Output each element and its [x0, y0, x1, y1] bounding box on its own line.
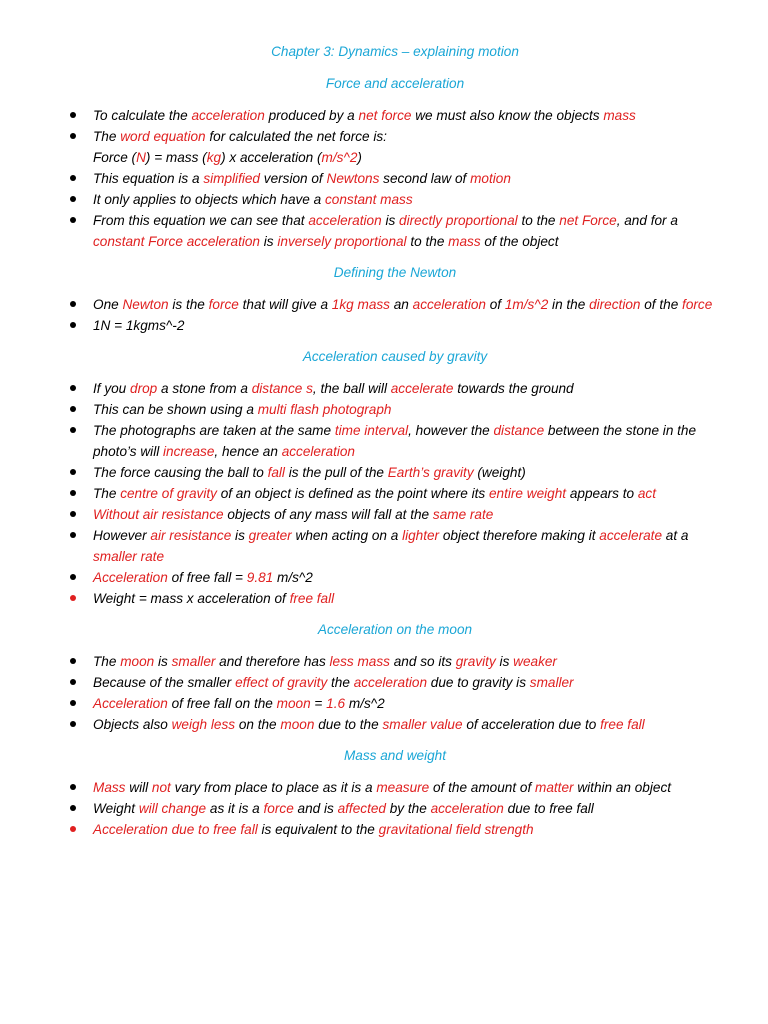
highlighted-term: force	[208, 297, 239, 312]
text-segment: To calculate the	[93, 108, 192, 123]
text-segment: on the	[235, 717, 281, 732]
text-segment: that will give a	[238, 297, 332, 312]
text-segment: m/s^2	[345, 696, 385, 711]
text-segment: From this equation we can see that	[93, 213, 309, 228]
highlighted-term: fall	[267, 465, 285, 480]
highlighted-term: constant mass	[324, 192, 413, 207]
list-item	[70, 504, 720, 525]
highlighted-term: distance s	[251, 381, 313, 396]
text-segment: This can be shown using a	[93, 402, 258, 417]
text-segment: is the	[168, 297, 209, 312]
text-segment: objects of any mass will fall at the	[223, 507, 433, 522]
bullet-dot-icon	[70, 595, 76, 601]
highlighted-term: effect of gravity	[235, 675, 328, 690]
text-segment: Objects also	[93, 717, 172, 732]
highlighted-term: Acceleration	[93, 570, 168, 585]
text-segment: =	[310, 696, 327, 711]
text-segment: However	[93, 528, 151, 543]
highlighted-term: N	[136, 150, 146, 165]
text-segment: m/s^2	[273, 570, 313, 585]
highlighted-term: mass	[448, 234, 481, 249]
text-segment: vary from place to place as it is a	[170, 780, 377, 795]
highlighted-term: directly proportional	[399, 213, 518, 228]
list-item	[70, 189, 720, 210]
text-segment: The force causing the ball to	[93, 465, 268, 480]
text-segment: of free fall on the	[167, 696, 277, 711]
highlighted-term: net Force	[559, 213, 617, 228]
text-segment: is	[231, 528, 249, 543]
text-segment: and so its	[389, 654, 456, 669]
text-segment: 1N = 1kgms^-2	[93, 318, 185, 333]
bullet-dot-icon	[70, 175, 76, 181]
list-item	[70, 714, 720, 735]
text-segment: of acceleration due to	[462, 717, 601, 732]
section-heading: Mass and weight	[343, 748, 446, 763]
bullet-dot-icon	[70, 532, 76, 538]
text-segment: due to the	[314, 717, 383, 732]
highlighted-term: 9.81	[246, 570, 274, 585]
sections-container	[70, 74, 720, 840]
text-segment: , and for a	[616, 213, 678, 228]
text-segment: towards the ground	[453, 381, 574, 396]
highlighted-term: inversely proportional	[277, 234, 407, 249]
section-heading: Defining the Newton	[333, 265, 457, 280]
highlighted-term: gravity	[455, 654, 496, 669]
text-segment: is the pull of the	[284, 465, 388, 480]
highlighted-term: Newtons	[326, 171, 380, 186]
text-segment: The photographs are taken at the same	[93, 423, 335, 438]
bullet-dot-icon	[70, 406, 76, 412]
highlighted-term: moon	[280, 717, 315, 732]
bullet-list	[70, 294, 720, 336]
highlighted-term: accelerate	[599, 528, 662, 543]
highlighted-term: acceleration	[191, 108, 265, 123]
text-segment: It only applies to objects which have a	[93, 192, 325, 207]
text-segment: )	[357, 150, 362, 165]
highlighted-term: less mass	[329, 654, 390, 669]
bullet-dot-icon	[70, 469, 76, 475]
bullet-dot-icon	[70, 721, 76, 727]
text-segment: of	[485, 297, 505, 312]
bullet-dot-icon	[70, 322, 76, 328]
bullet-dot-icon	[70, 700, 76, 706]
highlighted-term: net force	[358, 108, 412, 123]
text-segment: , hence an	[214, 444, 282, 459]
text-segment: is	[260, 234, 278, 249]
highlighted-term: lighter	[402, 528, 440, 543]
highlighted-term: acceleration	[430, 801, 504, 816]
text-segment: One	[93, 297, 123, 312]
list-item	[70, 105, 720, 126]
highlighted-term: m/s^2	[321, 150, 358, 165]
highlighted-term: act	[637, 486, 656, 501]
bullet-dot-icon	[70, 112, 76, 118]
text-segment: The	[93, 486, 121, 501]
text-segment: , the ball will	[312, 381, 391, 396]
text-segment: If you	[93, 381, 131, 396]
list-item	[70, 483, 720, 504]
text-segment: a stone from a	[157, 381, 252, 396]
text-segment: of an object is defined as the point where its	[216, 486, 489, 501]
highlighted-term: matter	[535, 780, 574, 795]
highlighted-term: weaker	[513, 654, 557, 669]
text-segment: of the object	[480, 234, 559, 249]
text-segment: ) = mass (	[145, 150, 207, 165]
highlighted-term: drop	[130, 381, 158, 396]
list-item	[70, 588, 720, 609]
text-segment: (weight)	[473, 465, 526, 480]
bullet-list	[70, 105, 720, 252]
highlighted-term: air resistance	[150, 528, 232, 543]
text-segment: appears to	[566, 486, 638, 501]
text-segment: Weight = mass x acceleration of	[93, 591, 290, 606]
section-heading: Acceleration caused by gravity	[302, 349, 488, 364]
text-segment: to the	[517, 213, 560, 228]
text-segment: of the amount of	[429, 780, 536, 795]
text-segment: This equation is a	[93, 171, 204, 186]
text-segment: object therefore making it	[439, 528, 600, 543]
bullet-dot-icon	[70, 574, 76, 580]
list-item	[70, 567, 720, 588]
bullet-list	[70, 378, 720, 609]
list-item	[70, 777, 720, 798]
text-segment: we must also know the objects	[411, 108, 604, 123]
highlighted-term: acceleration	[353, 675, 428, 690]
text-segment: version of	[260, 171, 327, 186]
text-segment: second law of	[379, 171, 471, 186]
list-item	[70, 672, 720, 693]
bullet-dot-icon	[70, 805, 76, 811]
highlighted-term: 1m/s^2	[504, 297, 549, 312]
highlighted-term: moon	[276, 696, 311, 711]
bullet-dot-icon	[70, 196, 76, 202]
list-item	[70, 399, 720, 420]
highlighted-term: word equation	[120, 129, 206, 144]
list-item	[70, 819, 720, 840]
highlighted-term: measure	[376, 780, 430, 795]
highlighted-term: kg	[206, 150, 222, 165]
list-item	[70, 378, 720, 399]
highlighted-term: increase	[163, 444, 215, 459]
list-item	[70, 462, 720, 483]
text-segment: due to gravity is	[427, 675, 530, 690]
bullet-dot-icon	[70, 133, 76, 139]
bullet-list	[70, 777, 720, 840]
text-segment: is	[495, 654, 514, 669]
text-segment: as it is a	[206, 801, 264, 816]
text-segment: an	[389, 297, 413, 312]
list-item	[70, 798, 720, 819]
highlighted-term: smaller	[529, 675, 574, 690]
text-segment: and therefore has	[215, 654, 330, 669]
highlighted-term: motion	[470, 171, 511, 186]
bullet-dot-icon	[70, 826, 76, 832]
text-segment: Weight	[93, 801, 139, 816]
highlighted-term: Mass	[93, 780, 126, 795]
text-segment: in the	[548, 297, 590, 312]
highlighted-term: affected	[337, 801, 386, 816]
text-segment: Because of the smaller	[93, 675, 236, 690]
text-segment: , however the	[408, 423, 494, 438]
highlighted-term: Without air resistance	[93, 507, 224, 522]
text-segment: and is	[293, 801, 338, 816]
highlighted-term: acceleration	[412, 297, 486, 312]
text-segment: between the stone in the photo’s will	[93, 423, 697, 459]
highlighted-term: force	[263, 801, 294, 816]
text-segment: at a	[662, 528, 689, 543]
text-segment: of free fall =	[167, 570, 247, 585]
highlighted-term: 1.6	[326, 696, 346, 711]
list-item	[70, 420, 720, 462]
text-segment: the	[327, 675, 354, 690]
highlighted-term: force	[682, 297, 713, 312]
bullet-dot-icon	[70, 490, 76, 496]
list-item	[70, 168, 720, 189]
text-segment: of the	[640, 297, 683, 312]
highlighted-term: distance	[493, 423, 545, 438]
highlighted-term: greater	[248, 528, 292, 543]
bullet-dot-icon	[70, 784, 76, 790]
highlighted-term: moon	[120, 654, 155, 669]
text-segment: by the	[385, 801, 431, 816]
text-segment: to the	[406, 234, 449, 249]
text-segment: will	[125, 780, 152, 795]
highlighted-term: not	[151, 780, 171, 795]
highlighted-term: mass	[603, 108, 636, 123]
highlighted-term: same rate	[432, 507, 494, 522]
highlighted-term: free fall	[600, 717, 645, 732]
text-segment: within an object	[573, 780, 672, 795]
highlighted-term: free fall	[289, 591, 335, 606]
list-item	[70, 651, 720, 672]
highlighted-term: acceleration	[281, 444, 355, 459]
text-segment: due to free fall	[503, 801, 594, 816]
highlighted-term: multi flash photograph	[257, 402, 392, 417]
text-segment: ) x acceleration (	[221, 150, 322, 165]
highlighted-term: will change	[138, 801, 207, 816]
text-segment: is	[154, 654, 172, 669]
text-segment: produced by a	[264, 108, 359, 123]
bullet-dot-icon	[70, 427, 76, 433]
highlighted-term: 1kg mass	[331, 297, 390, 312]
text-segment: is	[381, 213, 400, 228]
highlighted-term: acceleration	[308, 213, 382, 228]
highlighted-term: entire weight	[488, 486, 567, 501]
text-segment: when acting on a	[291, 528, 403, 543]
bullet-dot-icon	[70, 658, 76, 664]
highlighted-term: accelerate	[390, 381, 454, 396]
list-item	[70, 294, 720, 315]
section-heading: Force and acceleration	[325, 76, 465, 91]
list-item	[70, 315, 720, 336]
highlighted-term: weigh less	[171, 717, 236, 732]
list-item	[70, 693, 720, 714]
highlighted-term: Acceleration due to free fall	[93, 822, 258, 837]
highlighted-term: centre of gravity	[120, 486, 217, 501]
section-heading: Acceleration on the moon	[317, 622, 473, 637]
list-item	[70, 126, 720, 168]
highlighted-term: smaller	[171, 654, 216, 669]
text-segment: for calculated the net force is:	[205, 129, 387, 144]
highlighted-term: simplified	[203, 171, 260, 186]
list-item	[70, 210, 720, 252]
highlighted-term: Earth’s gravity	[387, 465, 474, 480]
bullet-dot-icon	[70, 385, 76, 391]
highlighted-term: constant Force acceleration	[93, 234, 260, 249]
highlighted-term: Acceleration	[93, 696, 168, 711]
list-item	[70, 525, 720, 567]
text-segment: Force (	[93, 150, 137, 165]
document-title: Chapter 3: Dynamics – explaining motion	[271, 44, 519, 59]
highlighted-term: smaller rate	[93, 549, 165, 564]
bullet-dot-icon	[70, 217, 76, 223]
text-segment: The	[93, 129, 121, 144]
bullet-dot-icon	[70, 301, 76, 307]
bullet-dot-icon	[70, 511, 76, 517]
text-segment: is equivalent to the	[257, 822, 379, 837]
highlighted-term: gravitational field strength	[378, 822, 534, 837]
highlighted-term: Newton	[122, 297, 169, 312]
text-segment: The	[93, 654, 121, 669]
bullet-dot-icon	[70, 679, 76, 685]
bullet-list	[70, 651, 720, 735]
highlighted-term: direction	[589, 297, 641, 312]
highlighted-term: smaller value	[382, 717, 463, 732]
highlighted-term: time interval	[334, 423, 409, 438]
